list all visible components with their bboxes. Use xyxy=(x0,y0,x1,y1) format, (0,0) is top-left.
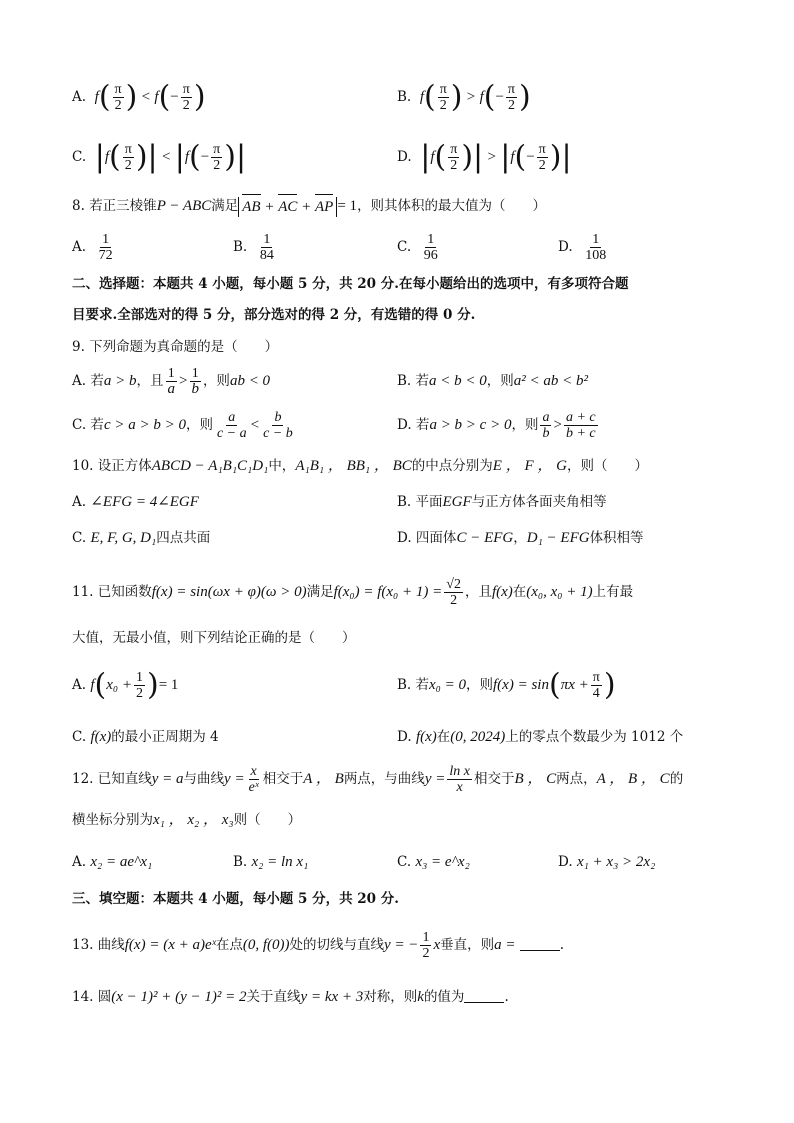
fraction xyxy=(420,930,431,961)
option-label: B. xyxy=(397,89,412,105)
q9-option-b xyxy=(397,371,588,391)
den: 96 xyxy=(423,248,438,263)
option-label: D. xyxy=(397,149,412,165)
paren: ( xyxy=(109,139,121,175)
q7-option-c xyxy=(72,139,247,175)
q12-option-b xyxy=(233,852,308,872)
math: E, F, G, D₁ xyxy=(90,530,157,546)
text: ，则 xyxy=(486,373,514,389)
q8-option-c xyxy=(397,232,442,263)
vector-ab: AB xyxy=(242,198,261,215)
q12-option-d xyxy=(558,852,655,872)
math: x₁ + x₃ > 2x₂ xyxy=(576,854,656,870)
fraction xyxy=(134,670,145,701)
option-label: B. xyxy=(233,854,248,870)
text: 两点， xyxy=(556,771,597,787)
option-label: C. xyxy=(397,854,412,870)
den: 2 xyxy=(213,158,221,173)
fraction xyxy=(215,410,249,441)
math: a > b > c > 0 xyxy=(429,417,512,433)
num: π xyxy=(592,670,600,685)
math-f: f xyxy=(430,149,435,165)
den: 2 xyxy=(450,593,458,608)
math: x₂ = ae^x₁ xyxy=(90,854,153,870)
text: 11. 已知函数 xyxy=(72,584,152,600)
q13-stem xyxy=(72,928,564,962)
text: 上有最 xyxy=(592,584,634,600)
text: 与正方体各面夹角相等 xyxy=(471,494,607,510)
den: 2 xyxy=(114,98,122,113)
math: A ， B xyxy=(303,771,344,787)
text: 在点 xyxy=(215,937,243,953)
section-2-heading-line1: 二、选择题：本题共 4 小题，每小题 5 分，共 20 分.在每小题给出的选项中，有多项符合题 xyxy=(72,276,629,292)
math: a < b < 0 xyxy=(429,373,487,389)
math: x₃ = e^x₂ xyxy=(415,854,470,870)
text: 垂直，则 xyxy=(440,937,495,953)
text: ，则 xyxy=(511,417,539,433)
q11-option-c xyxy=(72,727,219,747)
text: 在 xyxy=(436,729,451,745)
num: √2 xyxy=(446,577,461,592)
option-label: D. 若 xyxy=(397,417,430,433)
fraction xyxy=(258,232,276,263)
option-label: D. xyxy=(558,854,573,870)
math: f(x) = (x + a)eˣ xyxy=(124,937,216,953)
math: y = a xyxy=(151,771,184,787)
num: 1 xyxy=(167,366,175,381)
num: 1 xyxy=(191,366,199,381)
text: 14. 圆 xyxy=(72,989,112,1005)
abs-bar: | xyxy=(147,139,158,175)
lt: < xyxy=(141,89,151,105)
paren: ) xyxy=(461,139,474,175)
option-label: C. xyxy=(72,149,87,165)
den: 2 xyxy=(450,158,458,173)
math: ∠EFG = 4∠EGF xyxy=(90,494,199,510)
paren: ) xyxy=(450,79,463,115)
fraction xyxy=(422,232,440,263)
option-label: B. 若 xyxy=(397,677,430,693)
paren: ( xyxy=(514,139,527,175)
pi-over-2 xyxy=(537,142,548,173)
num: π xyxy=(507,82,515,97)
fraction xyxy=(97,232,115,263)
paren: ( xyxy=(158,79,171,115)
paren: ( xyxy=(434,139,447,175)
pi-over-2 xyxy=(506,82,517,113)
fraction xyxy=(583,232,608,263)
text: 相交于 xyxy=(262,771,304,787)
abs-bar: | xyxy=(235,139,247,175)
section-2-heading-line2: 目要求.全部选对的得 5 分，部分选对的得 2 分，有选错的得 0 分. xyxy=(72,307,476,323)
text: ，则 xyxy=(466,677,494,693)
minus: − xyxy=(200,149,210,165)
math: f(x) xyxy=(90,729,112,745)
fraction xyxy=(444,577,463,608)
math: A₁B₁ ， BB₁ ， BC xyxy=(295,458,412,474)
paren: ) xyxy=(549,139,562,175)
math: a = xyxy=(494,937,516,953)
pi-over-2 xyxy=(438,82,449,113)
text: ，则 xyxy=(185,417,213,433)
den: b xyxy=(191,381,199,397)
pi-over-2 xyxy=(123,142,134,173)
q10-option-b xyxy=(397,492,607,512)
answer-blank[interactable] xyxy=(464,988,504,1003)
paren: ) xyxy=(224,139,236,175)
q10-option-c xyxy=(72,528,210,548)
vector-sum-abs: AB + AC + AP xyxy=(238,197,337,217)
math: ab < 0 xyxy=(229,373,271,389)
q9-stem: 9. 下列命题为真命题的是（ ） xyxy=(72,339,279,355)
fraction xyxy=(261,410,295,441)
den: c − b xyxy=(263,426,293,441)
den: 2 xyxy=(422,946,430,961)
math: C − EFG xyxy=(456,530,514,546)
text: 则（ ） xyxy=(233,812,302,828)
text: 对称，则 xyxy=(363,989,418,1005)
num: π xyxy=(182,82,190,97)
text: 13. 曲线 xyxy=(72,937,125,953)
den: 2 xyxy=(439,98,447,113)
num: ln x xyxy=(449,764,470,779)
math-f: f xyxy=(104,149,110,165)
q8-option-a xyxy=(72,232,117,263)
section-3-heading: 三、填空题：本题共 4 小题，每小题 5 分，共 20 分. xyxy=(72,891,399,907)
vector-ap: AP xyxy=(315,198,334,215)
option-label: B. xyxy=(233,239,248,255)
text: 上的零点个数最少为 1012 个 xyxy=(505,729,684,745)
pi-over-2 xyxy=(448,142,459,173)
option-label: A. 若 xyxy=(72,373,104,389)
text: 横坐标分别为 xyxy=(72,812,153,828)
math: k xyxy=(417,989,424,1005)
option-label: A. xyxy=(72,89,87,105)
equals-one: = 1 xyxy=(337,198,358,214)
gt: > xyxy=(487,149,496,165)
q10-stem xyxy=(72,456,648,476)
math: EGF xyxy=(442,494,472,510)
math: y = xyxy=(224,771,245,787)
q8-option-d xyxy=(558,232,610,263)
abs-bar: | xyxy=(473,139,484,175)
text: 的 xyxy=(669,771,684,787)
q11-option-a: A. f(x₀ + $\frac{1}{2}$ )= 1 xyxy=(72,667,179,703)
den: x xyxy=(456,780,463,795)
math-f: f xyxy=(154,89,159,105)
den: 84 xyxy=(259,248,274,263)
math: y = xyxy=(424,771,446,787)
den: 2 xyxy=(182,98,190,113)
question-number: 8. xyxy=(72,198,85,214)
num: b xyxy=(274,410,282,425)
option-label: B. 平面 xyxy=(397,494,443,510)
option-label: A. xyxy=(72,854,87,870)
num: a xyxy=(542,410,550,425)
abs-bar: | xyxy=(94,139,105,175)
pi-over-2 xyxy=(211,142,222,173)
math: f(x) = sin xyxy=(493,677,549,693)
fraction xyxy=(189,366,201,397)
paren: ) xyxy=(135,139,148,175)
q11-option-b: B. 若x₀ = 0，则f(x) = sin(πx + $\frac{\pi}{4}$ ) xyxy=(397,667,616,703)
den: 2 xyxy=(538,158,546,173)
text: 处的切线与直线 xyxy=(289,937,385,953)
math: x₀ = 0 xyxy=(429,677,467,693)
q10-option-d xyxy=(397,528,644,548)
math: f(x) xyxy=(491,584,513,600)
fraction xyxy=(447,764,472,795)
math-f: f xyxy=(184,149,189,165)
num: π xyxy=(538,142,546,157)
minus: − xyxy=(495,89,504,105)
math: B ， C xyxy=(514,771,557,787)
math: E ， F ， G xyxy=(492,458,567,474)
pi-over-2 xyxy=(181,82,192,113)
num: a xyxy=(228,410,236,425)
answer-blank[interactable] xyxy=(520,936,560,951)
text: 关于直线 xyxy=(246,989,301,1005)
math-f: f xyxy=(94,89,99,105)
fraction xyxy=(540,410,551,441)
q12-stem-line2 xyxy=(72,810,301,830)
num: 1 xyxy=(135,670,143,685)
option-label: A. xyxy=(72,677,87,693)
q7-option-a xyxy=(72,79,206,115)
paren: ( xyxy=(423,79,436,115)
text: . xyxy=(504,989,509,1005)
text: 体积相等 xyxy=(589,530,644,546)
den: a xyxy=(167,381,175,397)
abs-bar: | xyxy=(420,139,431,175)
q12-option-a xyxy=(72,852,152,872)
q11-stem-line2: 大值，无最小值，则下列结论正确的是（ ） xyxy=(72,630,356,646)
abs-bar: | xyxy=(561,139,572,175)
q8-stem xyxy=(72,196,546,217)
paren: ( xyxy=(188,139,201,175)
text: 相交于 xyxy=(473,771,515,787)
paren: ( xyxy=(483,79,496,115)
den: b xyxy=(542,426,550,441)
fraction xyxy=(247,764,261,795)
math: f(x) = sin(ωx + φ)(ω > 0) xyxy=(151,584,307,600)
math: f(x) xyxy=(415,729,437,745)
math: c > a > b > 0 xyxy=(103,417,186,433)
paren: ( xyxy=(98,79,111,115)
option-label: D. 四面体 xyxy=(397,530,457,546)
text: 四点共面 xyxy=(156,530,211,546)
math: ABCD − A₁B₁C₁D₁ xyxy=(151,458,269,474)
math: a > b xyxy=(103,373,137,389)
den: 2 xyxy=(507,98,515,113)
text: 在 xyxy=(512,584,527,600)
text: ，则（ ） xyxy=(566,458,648,474)
text: ， xyxy=(513,530,527,546)
minus: − xyxy=(526,149,535,165)
math: x₂ = ln x₁ xyxy=(251,854,309,870)
option-label: C. xyxy=(397,239,412,255)
text: 的最小正周期为 4 xyxy=(111,729,219,745)
num: 1 xyxy=(592,232,600,247)
q9-option-d: D. 若a > b > c > 0，则 $\frac{a}{b}$ > $\frac{a + c}{b + c}$ xyxy=(397,410,596,441)
abs-bar: | xyxy=(174,139,185,175)
option-label: C. xyxy=(72,530,87,546)
num: π xyxy=(114,82,122,97)
paren: ) xyxy=(519,79,531,115)
gt: > xyxy=(466,89,476,105)
option-label: D. xyxy=(397,729,412,745)
num: a + c xyxy=(565,410,596,425)
math-f: f xyxy=(419,89,424,105)
q11-stem xyxy=(72,574,633,610)
num: π xyxy=(213,142,221,157)
math: x₀ + xyxy=(106,677,132,693)
text: 12. 已知直线 xyxy=(72,771,152,787)
text: 与曲线 xyxy=(183,771,225,787)
math: A ， B ， C xyxy=(596,771,670,787)
math: x₁ ， x₂ ， x₃ xyxy=(153,812,234,828)
q10-option-a xyxy=(72,492,199,512)
q7-option-b xyxy=(397,79,531,115)
num: π xyxy=(124,142,132,157)
q7-option-d xyxy=(397,139,572,175)
den: 2 xyxy=(124,158,132,173)
text: 10. 设正方体 xyxy=(72,458,152,474)
math: = 1 xyxy=(158,677,179,693)
math: f(x₀) = f(x₀ + 1) = xyxy=(333,584,443,600)
num: π xyxy=(439,82,447,97)
fraction xyxy=(564,410,598,441)
paren: ) xyxy=(125,79,138,115)
q14-stem xyxy=(72,987,509,1007)
num: π xyxy=(450,142,458,157)
math-f: f xyxy=(479,89,484,105)
math: x xyxy=(433,937,441,953)
num: 1 xyxy=(427,232,435,247)
text: 两点，与曲线 xyxy=(343,771,425,787)
stem-text: 满足 xyxy=(211,198,239,214)
den: 4 xyxy=(592,686,600,701)
option-label: B. 若 xyxy=(397,373,430,389)
den: 2 xyxy=(135,686,143,701)
q11-option-d xyxy=(397,727,683,747)
vector-ac: AC xyxy=(278,198,298,215)
paren: ) xyxy=(193,79,206,115)
math: (x₀, x₀ + 1) xyxy=(526,584,593,600)
num: 1 xyxy=(263,232,271,247)
minus: − xyxy=(170,89,179,105)
text: 中， xyxy=(268,458,296,474)
pi-over-2 xyxy=(113,82,124,113)
q8-option-b xyxy=(233,232,278,263)
math: D₁ − EFG xyxy=(526,530,590,546)
text: 满足 xyxy=(306,584,334,600)
math: a² < ab < b² xyxy=(513,373,589,389)
den: b + c xyxy=(565,426,596,441)
den: 72 xyxy=(98,248,113,263)
text: ，则 xyxy=(202,373,230,389)
num: 1 xyxy=(102,232,110,247)
option-label: A. xyxy=(72,494,87,510)
den: 108 xyxy=(585,248,607,263)
math-f: f xyxy=(510,149,515,165)
q9-option-a: A. 若a > b，且 $\frac{1}{a}$ > $\frac{1}{b}$ ，则ab < 0 xyxy=(72,366,271,397)
math: y = kx + 3 xyxy=(300,989,364,1005)
stem-text: 若正三棱锥 xyxy=(89,198,157,214)
q12-option-c xyxy=(397,852,470,872)
text: . xyxy=(559,937,565,953)
text: 的中点分别为 xyxy=(411,458,493,474)
num: 1 xyxy=(422,930,430,945)
math: (x − 1)² + (y − 1)² = 2 xyxy=(111,989,247,1005)
lt: < xyxy=(161,149,171,165)
q9-option-c: C. 若c > a > b > 0，则 $\frac{a}{c - a}$ < $\frac{b}{c - b}$ xyxy=(72,410,293,441)
math: f xyxy=(90,677,95,693)
math: (0, f(0)) xyxy=(242,937,290,953)
num: x xyxy=(250,764,257,779)
math: y = − xyxy=(384,937,419,953)
fraction xyxy=(165,366,177,397)
text: ，且 xyxy=(136,373,164,389)
text: 的值为 xyxy=(423,989,465,1005)
den: c − a xyxy=(216,426,247,441)
q12-stem xyxy=(72,762,683,796)
math: (0, 2024) xyxy=(450,729,506,745)
text: ，且 xyxy=(464,584,492,600)
option-label: A. xyxy=(72,239,87,255)
math-pabc: P − ABC xyxy=(156,198,212,214)
option-label: C. xyxy=(72,729,87,745)
den: eˣ xyxy=(248,780,259,795)
option-label: D. xyxy=(558,239,573,255)
math: πx + xyxy=(560,677,589,693)
stem-text: ，则其体积的最大值为（ ） xyxy=(357,198,547,214)
abs-bar: | xyxy=(500,139,511,175)
option-label: C. 若 xyxy=(72,417,104,433)
fraction xyxy=(591,670,602,701)
